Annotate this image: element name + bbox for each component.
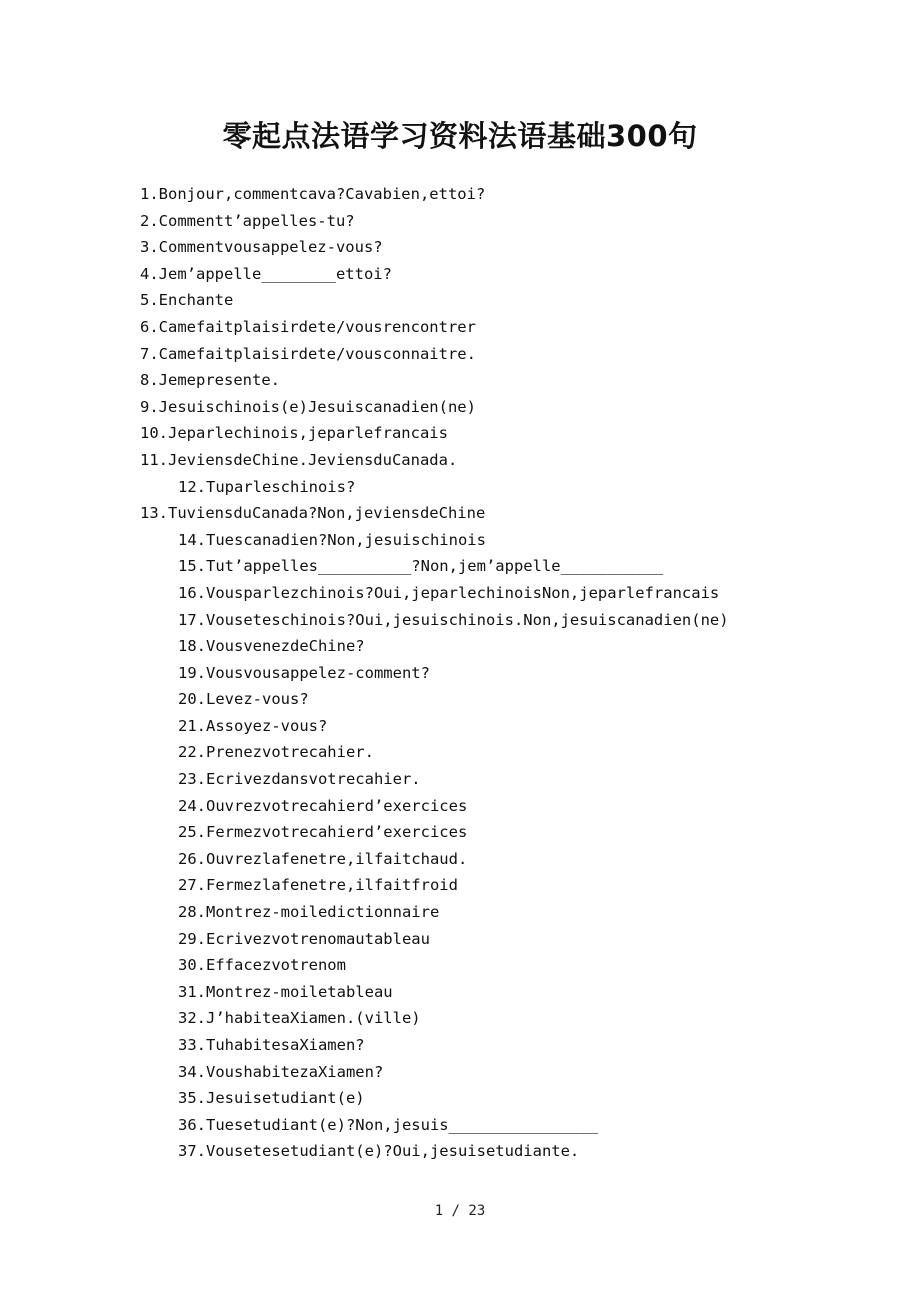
sentence-list (0, 181, 920, 1165)
sentence-line: 5.Enchante (140, 291, 234, 310)
sentence-line: 25.Fermezvotrecahierd’exercices (178, 823, 468, 842)
sentence-line: 4.Jem’appelle________ettoi? (140, 264, 392, 283)
sentence-line: 12.Tuparleschinois? (178, 477, 356, 496)
sentence-line: 3.Commentvousappelez-vous? (140, 238, 383, 257)
sentence-line: 28.Montrez-moiledictionnaire (178, 903, 440, 922)
sentence-line: 13.TuviensduCanada?Non,jeviensdeChine (140, 504, 486, 523)
sentence-line: 2.Commentt’appelles-tu? (140, 211, 355, 230)
sentence-line: 1.Bonjour,commentcava?Cavabien,ettoi? (140, 185, 486, 203)
sentence-line: 24.Ouvrezvotrecahierd’exercices (178, 796, 468, 815)
sentence-line: 15.Tut’appelles__________?Non,jem’appelle___________ (178, 557, 664, 576)
sentence-line: 30.Effacezvotrenom (178, 956, 346, 975)
sentence-line: 16.Vousparlezchinois?Oui,jeparlechinoisNon,jeparlefrancais (178, 583, 720, 602)
sentence-line: 10.Jeparlechinois,jeparlefrancais (140, 424, 448, 443)
sentence-line: 33.TuhabitesaXiamen? (178, 1036, 365, 1054)
sentence-line: 6.Camefaitplaisirdete/vousrencontrer (140, 317, 476, 336)
sentence-line: 34.VoushabitezaXiamen? (178, 1062, 384, 1081)
sentence-line: 37.Vousetesetudiant(e)?Oui,jesuisetudiante. (178, 1142, 580, 1161)
sentence-line: 18.VousvenezdeChine? (178, 637, 365, 656)
sentence-line: 23.Ecrivezdansvotrecahier. (178, 770, 421, 789)
sentence-line: 22.Prenezvotrecahier. (178, 743, 374, 762)
sentence-line: 7.Camefaitplaisirdete/vousconnaitre. (140, 344, 476, 363)
sentence-line: 11.JeviensdeChine.JeviensduCanada. (140, 450, 458, 469)
sentence-line: 14.Tuescanadien?Non,jesuischinois (178, 530, 486, 549)
sentence-line: 19.Vousvousappelez-comment? (178, 663, 430, 682)
document-title: 零起点法语学习资料法语基础300句 (222, 119, 698, 153)
sentence-line: 26.Ouvrezlafenetre,ilfaitchaud. (178, 849, 468, 868)
sentence-line: 27.Fermezlafenetre,ilfaitfroid (178, 876, 458, 895)
page-number: 1 / 23 (434, 1203, 486, 1219)
sentence-line: 35.Jesuisetudiant(e) (178, 1089, 365, 1108)
sentence-line: 9.Jesuischinois(e)Jesuiscanadien(ne) (140, 397, 476, 416)
sentence-line: 32.J’habiteaXiamen.(ville) (178, 1009, 421, 1028)
sentence-line: 29.Ecrivezvotrenomautableau (178, 929, 430, 948)
sentence-line: 20.Levez-vous? (178, 690, 309, 709)
sentence-line: 21.Assoyez-vous? (178, 716, 328, 735)
sentence-line: 31.Montrez-moiletableau (178, 982, 393, 1001)
sentence-line: 17.Vouseteschinois?Oui,jesuischinois.Non,jesuiscanadien(ne) (178, 610, 729, 629)
sentence-line: 36.Tuesetudiant(e)?Non,jesuis________________ (178, 1115, 598, 1134)
sentence-line: 8.Jemepresente. (140, 371, 280, 390)
